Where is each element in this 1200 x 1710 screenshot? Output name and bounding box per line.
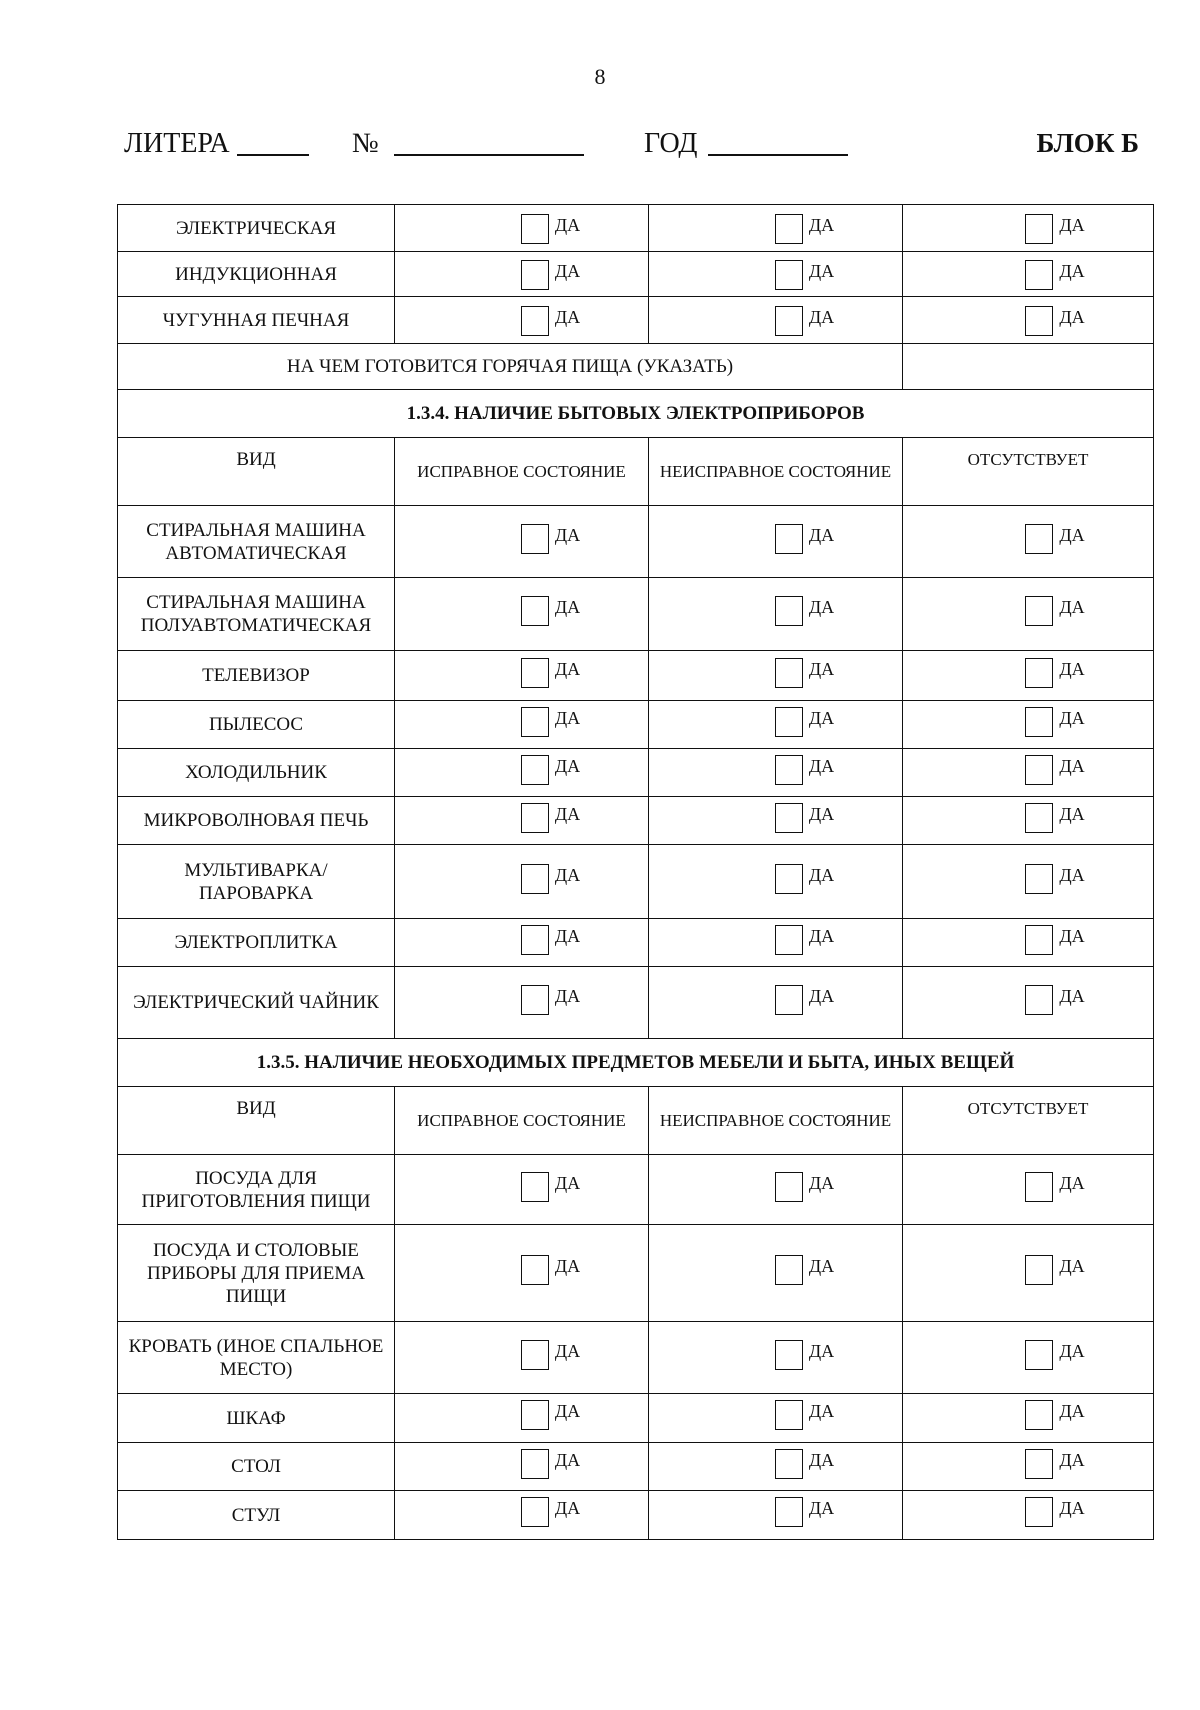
- working-option: [521, 214, 580, 244]
- checkbox[interactable]: [521, 214, 549, 244]
- yes-label: ДА: [554, 1340, 581, 1361]
- broken-option: [775, 1497, 834, 1527]
- table-row: [118, 1491, 1154, 1540]
- working-option-cell: [395, 297, 649, 344]
- yes-label: ДА: [1059, 1498, 1085, 1518]
- broken-option-cell: [649, 205, 903, 252]
- absent-option: [1025, 214, 1084, 244]
- checkbox[interactable]: [1025, 214, 1053, 244]
- column-header: ИСПРАВНОЕ СОСТОЯНИЕ: [395, 438, 649, 506]
- broken-option-cell: [649, 252, 903, 297]
- working-option: [521, 306, 580, 336]
- yes-label: ДА: [554, 1172, 581, 1193]
- working-option-cell: [395, 967, 649, 1039]
- yes-label: ДА: [808, 985, 835, 1006]
- column-header: НЕИСПРАВНОЕ СОСТОЯНИЕ: [649, 438, 903, 506]
- table-row: [118, 252, 1154, 297]
- checkbox[interactable]: [775, 803, 803, 833]
- column-header-row: [118, 438, 1154, 506]
- absent-option: [1025, 1497, 1084, 1527]
- absent-option: [1025, 596, 1084, 626]
- item-label: СТОЛ: [118, 1443, 395, 1491]
- item-label: КРОВАТЬ (ИНОЕ СПАЛЬНОЕ МЕСТО): [118, 1322, 395, 1394]
- yes-label: ДА: [1059, 260, 1085, 281]
- item-label: ЭЛЕКТРИЧЕСКАЯ: [118, 205, 395, 252]
- yes-label: ДА: [1059, 658, 1085, 679]
- broken-option-cell: [649, 297, 903, 344]
- absent-option: [1025, 524, 1084, 554]
- column-header: ОТСУТСТВУЕТ: [903, 1087, 1154, 1155]
- broken-option-cell: [649, 506, 903, 578]
- checkbox[interactable]: [775, 1172, 803, 1202]
- checkbox[interactable]: [775, 306, 803, 336]
- item-label: ЧУГУННАЯ ПЕЧНАЯ: [118, 297, 395, 344]
- broken-option-cell: [649, 1155, 903, 1225]
- broken-option-cell: [649, 845, 903, 919]
- yes-label: ДА: [808, 1256, 835, 1276]
- working-option: [521, 1255, 580, 1285]
- yes-label: ДА: [554, 524, 581, 545]
- absent-option-cell: [903, 252, 1154, 297]
- working-option: [521, 1449, 580, 1479]
- yes-label: ДА: [1059, 524, 1085, 545]
- item-label: СТИРАЛЬНАЯ МАШИНА АВТОМАТИЧЕСКАЯ: [118, 506, 395, 578]
- yes-label: ДА: [554, 1498, 581, 1518]
- broken-option: [775, 214, 834, 244]
- checkbox[interactable]: [1025, 1255, 1053, 1285]
- broken-option: [775, 803, 834, 833]
- yes-label: ДА: [1059, 1340, 1085, 1361]
- hot-food-answer-field[interactable]: [903, 344, 1154, 390]
- yes-label: ДА: [1059, 925, 1085, 946]
- working-option: [521, 707, 580, 737]
- working-option-cell: [395, 1491, 649, 1540]
- working-option: [521, 925, 580, 955]
- absent-option-cell: [903, 205, 1154, 252]
- working-option: [521, 1340, 580, 1370]
- column-header: ВИД: [118, 438, 395, 506]
- working-option-cell: [395, 1394, 649, 1443]
- yes-label: ДА: [554, 306, 581, 327]
- working-option: [521, 658, 580, 688]
- absent-option: [1025, 260, 1084, 290]
- yes-label: ДА: [808, 306, 835, 327]
- yes-label: ДА: [1059, 214, 1085, 235]
- broken-option-cell: [649, 1225, 903, 1322]
- working-option-cell: [395, 1322, 649, 1394]
- checkbox[interactable]: [1025, 707, 1053, 737]
- checkbox[interactable]: [1025, 1497, 1053, 1527]
- yes-label: ДА: [1059, 755, 1085, 776]
- year-input-line[interactable]: [708, 154, 848, 156]
- checkbox[interactable]: [1025, 658, 1053, 688]
- working-option-cell: [395, 578, 649, 651]
- working-option-cell: [395, 506, 649, 578]
- broken-option-cell: [649, 967, 903, 1039]
- broken-option: [775, 1400, 834, 1430]
- table-row: [118, 1394, 1154, 1443]
- broken-option-cell: [649, 578, 903, 651]
- yes-label: ДА: [808, 1340, 835, 1361]
- checkbox[interactable]: [521, 1172, 549, 1202]
- yes-label: ДА: [554, 985, 581, 1006]
- checkbox[interactable]: [521, 596, 549, 626]
- yes-label: ДА: [1059, 1172, 1085, 1193]
- working-option-cell: [395, 1155, 649, 1225]
- table-row: [118, 701, 1154, 749]
- checkbox[interactable]: [521, 1255, 549, 1285]
- absent-option-cell: [903, 1155, 1154, 1225]
- checkbox[interactable]: [775, 1340, 803, 1370]
- checkbox[interactable]: [521, 707, 549, 737]
- checkbox[interactable]: [775, 1449, 803, 1479]
- yes-label: ДА: [554, 864, 581, 885]
- working-option-cell: [395, 1443, 649, 1491]
- broken-option-cell: [649, 919, 903, 967]
- working-option-cell: [395, 651, 649, 701]
- working-option-cell: [395, 749, 649, 797]
- absent-option-cell: [903, 1491, 1154, 1540]
- table-row: [118, 651, 1154, 701]
- absent-option-cell: [903, 506, 1154, 578]
- absent-option-cell: [903, 1443, 1154, 1491]
- checkbox[interactable]: [1025, 260, 1053, 290]
- table-row: [118, 1225, 1154, 1322]
- checkbox[interactable]: [775, 524, 803, 554]
- table-row: [118, 1155, 1154, 1225]
- table-row: [118, 1322, 1154, 1394]
- absent-option: [1025, 1172, 1084, 1202]
- section-title-row: [118, 390, 1154, 438]
- broken-option: [775, 658, 834, 688]
- yes-label: ДА: [808, 214, 835, 235]
- block-label: БЛОК Б: [1036, 128, 1139, 158]
- item-label: ИНДУКЦИОННАЯ: [118, 252, 395, 297]
- checkbox[interactable]: [1025, 985, 1053, 1015]
- absent-option: [1025, 1449, 1084, 1479]
- broken-option-cell: [649, 749, 903, 797]
- broken-option: [775, 755, 834, 785]
- yes-label: ДА: [554, 707, 581, 728]
- absent-option-cell: [903, 701, 1154, 749]
- checkbox[interactable]: [521, 925, 549, 955]
- item-label: ЭЛЕКТРИЧЕСКИЙ ЧАЙНИК: [118, 967, 395, 1039]
- absent-option: [1025, 1400, 1084, 1430]
- yes-label: ДА: [808, 1172, 835, 1193]
- broken-option-cell: [649, 1394, 903, 1443]
- checkbox[interactable]: [1025, 306, 1053, 336]
- working-option: [521, 596, 580, 626]
- section-title-row: [118, 1039, 1154, 1087]
- yes-label: ДА: [554, 597, 581, 617]
- checkbox[interactable]: [521, 260, 549, 290]
- yes-label: ДА: [808, 524, 835, 545]
- table-row: [118, 1443, 1154, 1491]
- absent-option-cell: [903, 845, 1154, 919]
- yes-label: ДА: [808, 803, 835, 824]
- checkbox[interactable]: [775, 985, 803, 1015]
- hot-food-row: [118, 344, 1154, 390]
- absent-option: [1025, 707, 1084, 737]
- yes-label: ДА: [554, 1449, 581, 1470]
- absent-option: [1025, 1255, 1084, 1285]
- working-option: [521, 1497, 580, 1527]
- item-label: СТИРАЛЬНАЯ МАШИНА ПОЛУАВТОМАТИЧЕСКАЯ: [118, 578, 395, 651]
- yes-label: ДА: [1059, 707, 1085, 728]
- checkbox[interactable]: [521, 1497, 549, 1527]
- item-label: ЭЛЕКТРОПЛИТКА: [118, 919, 395, 967]
- broken-option: [775, 985, 834, 1015]
- absent-option-cell: [903, 297, 1154, 344]
- litera-input-line[interactable]: [237, 154, 309, 156]
- table-row: [118, 797, 1154, 845]
- working-option: [521, 1172, 580, 1202]
- section-title: 1.3.4. НАЛИЧИЕ БЫТОВЫХ ЭЛЕКТРОПРИБОРОВ: [118, 390, 1154, 438]
- column-header: ВИД: [118, 1087, 395, 1155]
- yes-label: ДА: [808, 864, 835, 885]
- table-row: [118, 919, 1154, 967]
- working-option: [521, 524, 580, 554]
- checkbox[interactable]: [775, 1497, 803, 1527]
- absent-option-cell: [903, 967, 1154, 1039]
- item-label: МИКРОВОЛНОВАЯ ПЕЧЬ: [118, 797, 395, 845]
- column-header: ИСПРАВНОЕ СОСТОЯНИЕ: [395, 1087, 649, 1155]
- page-number: 8: [594, 64, 606, 89]
- yes-label: ДА: [554, 260, 581, 281]
- broken-option: [775, 306, 834, 336]
- yes-label: ДА: [554, 658, 581, 679]
- number-input-line[interactable]: [394, 154, 584, 156]
- yes-label: ДА: [1059, 1401, 1085, 1421]
- form-header: [124, 128, 1139, 168]
- yes-label: ДА: [808, 707, 835, 728]
- hot-food-label: НА ЧЕМ ГОТОВИТСЯ ГОРЯЧАЯ ПИЩА (УКАЗАТЬ): [118, 344, 903, 390]
- absent-option-cell: [903, 749, 1154, 797]
- absent-option: [1025, 803, 1084, 833]
- absent-option: [1025, 925, 1084, 955]
- yes-label: ДА: [808, 1449, 835, 1470]
- checkbox[interactable]: [521, 1400, 549, 1430]
- broken-option: [775, 1255, 834, 1285]
- checkbox[interactable]: [521, 306, 549, 336]
- absent-option-cell: [903, 1322, 1154, 1394]
- absent-option-cell: [903, 919, 1154, 967]
- checkbox[interactable]: [1025, 1449, 1053, 1479]
- broken-option: [775, 260, 834, 290]
- checkbox[interactable]: [1025, 1172, 1053, 1202]
- table-row: [118, 578, 1154, 651]
- yes-label: ДА: [1059, 1449, 1085, 1470]
- yes-label: ДА: [808, 755, 835, 776]
- yes-label: ДА: [554, 925, 581, 946]
- checkbox[interactable]: [775, 596, 803, 626]
- broken-option: [775, 925, 834, 955]
- broken-option-cell: [649, 1491, 903, 1540]
- checkbox[interactable]: [1025, 596, 1053, 626]
- yes-label: ДА: [554, 214, 581, 235]
- yes-label: ДА: [554, 1256, 581, 1276]
- working-option: [521, 1400, 580, 1430]
- yes-label: ДА: [808, 925, 835, 946]
- checkbox[interactable]: [775, 1255, 803, 1285]
- checkbox[interactable]: [775, 925, 803, 955]
- checkbox[interactable]: [521, 864, 549, 894]
- checkbox[interactable]: [775, 658, 803, 688]
- absent-option: [1025, 658, 1084, 688]
- checkbox[interactable]: [1025, 925, 1053, 955]
- working-option: [521, 755, 580, 785]
- broken-option: [775, 864, 834, 894]
- absent-option-cell: [903, 578, 1154, 651]
- item-label: СТУЛ: [118, 1491, 395, 1540]
- broken-option: [775, 1449, 834, 1479]
- yes-label: ДА: [554, 803, 581, 824]
- checkbox[interactable]: [521, 755, 549, 785]
- number-label: №: [352, 128, 379, 159]
- checkbox[interactable]: [521, 1340, 549, 1370]
- yes-label: ДА: [1059, 597, 1085, 617]
- item-label: ХОЛОДИЛЬНИК: [118, 749, 395, 797]
- yes-label: ДА: [1059, 1256, 1085, 1276]
- item-label: ТЕЛЕВИЗОР: [118, 651, 395, 701]
- working-option-cell: [395, 205, 649, 252]
- working-option-cell: [395, 919, 649, 967]
- broken-option-cell: [649, 701, 903, 749]
- absent-option: [1025, 306, 1084, 336]
- litera-field: [124, 128, 309, 160]
- broken-option: [775, 1340, 834, 1370]
- column-header-row: [118, 1087, 1154, 1155]
- table-row: [118, 749, 1154, 797]
- checkbox[interactable]: [1025, 803, 1053, 833]
- absent-option: [1025, 985, 1084, 1015]
- checkbox[interactable]: [1025, 524, 1053, 554]
- yes-label: ДА: [554, 1401, 581, 1421]
- yes-label: ДА: [1059, 985, 1085, 1006]
- broken-option-cell: [649, 797, 903, 845]
- working-option: [521, 985, 580, 1015]
- checkbox[interactable]: [521, 803, 549, 833]
- checkbox[interactable]: [775, 707, 803, 737]
- yes-label: ДА: [1059, 803, 1085, 824]
- broken-option: [775, 707, 834, 737]
- working-option: [521, 803, 580, 833]
- checkbox[interactable]: [775, 1400, 803, 1430]
- broken-option: [775, 524, 834, 554]
- working-option-cell: [395, 701, 649, 749]
- checkbox[interactable]: [775, 260, 803, 290]
- table-row: [118, 845, 1154, 919]
- checkbox[interactable]: [1025, 864, 1053, 894]
- year-field: [644, 128, 848, 160]
- yes-label: ДА: [808, 1498, 835, 1518]
- broken-option: [775, 1172, 834, 1202]
- checkbox[interactable]: [1025, 1400, 1053, 1430]
- checkbox[interactable]: [775, 864, 803, 894]
- table-row: [118, 205, 1154, 252]
- checkbox[interactable]: [1025, 1340, 1053, 1370]
- item-label: МУЛЬТИВАРКА/ ПАРОВАРКА: [118, 845, 395, 919]
- table-row: [118, 967, 1154, 1039]
- item-label: ПЫЛЕСОС: [118, 701, 395, 749]
- working-option: [521, 260, 580, 290]
- yes-label: ДА: [808, 260, 835, 281]
- table-row: [118, 297, 1154, 344]
- working-option: [521, 864, 580, 894]
- number-field: [352, 128, 584, 160]
- yes-label: ДА: [808, 597, 835, 617]
- yes-label: ДА: [554, 755, 581, 776]
- item-label: ШКАФ: [118, 1394, 395, 1443]
- table-row: [118, 506, 1154, 578]
- inventory-table: [117, 204, 1154, 1540]
- checkbox[interactable]: [1025, 755, 1053, 785]
- broken-option-cell: [649, 651, 903, 701]
- checkbox[interactable]: [775, 214, 803, 244]
- working-option-cell: [395, 252, 649, 297]
- checkbox[interactable]: [521, 985, 549, 1015]
- broken-option-cell: [649, 1322, 903, 1394]
- working-option-cell: [395, 1225, 649, 1322]
- yes-label: ДА: [1059, 306, 1085, 327]
- absent-option-cell: [903, 797, 1154, 845]
- yes-label: ДА: [808, 1401, 835, 1421]
- absent-option: [1025, 755, 1084, 785]
- working-option-cell: [395, 797, 649, 845]
- absent-option-cell: [903, 1394, 1154, 1443]
- litera-label: ЛИТЕРА: [124, 128, 230, 159]
- inventory-table-body: [118, 205, 1154, 1540]
- column-header: ОТСУТСТВУЕТ: [903, 438, 1154, 506]
- absent-option: [1025, 864, 1084, 894]
- checkbox[interactable]: [521, 1449, 549, 1479]
- year-label: ГОД: [644, 128, 698, 159]
- checkbox[interactable]: [521, 658, 549, 688]
- broken-option-cell: [649, 1443, 903, 1491]
- column-header: НЕИСПРАВНОЕ СОСТОЯНИЕ: [649, 1087, 903, 1155]
- yes-label: ДА: [1059, 864, 1085, 885]
- item-label: ПОСУДА ДЛЯ ПРИГОТОВЛЕНИЯ ПИЩИ: [118, 1155, 395, 1225]
- item-label: ПОСУДА И СТОЛОВЫЕ ПРИБОРЫ ДЛЯ ПРИЕМА ПИЩИ: [118, 1225, 395, 1322]
- yes-label: ДА: [808, 658, 835, 679]
- working-option-cell: [395, 845, 649, 919]
- absent-option: [1025, 1340, 1084, 1370]
- checkbox[interactable]: [775, 755, 803, 785]
- absent-option-cell: [903, 651, 1154, 701]
- section-title: 1.3.5. НАЛИЧИЕ НЕОБХОДИМЫХ ПРЕДМЕТОВ МЕБЕЛИ И БЫТА, ИНЫХ ВЕЩЕЙ: [118, 1039, 1154, 1087]
- broken-option: [775, 596, 834, 626]
- checkbox[interactable]: [521, 524, 549, 554]
- absent-option-cell: [903, 1225, 1154, 1322]
